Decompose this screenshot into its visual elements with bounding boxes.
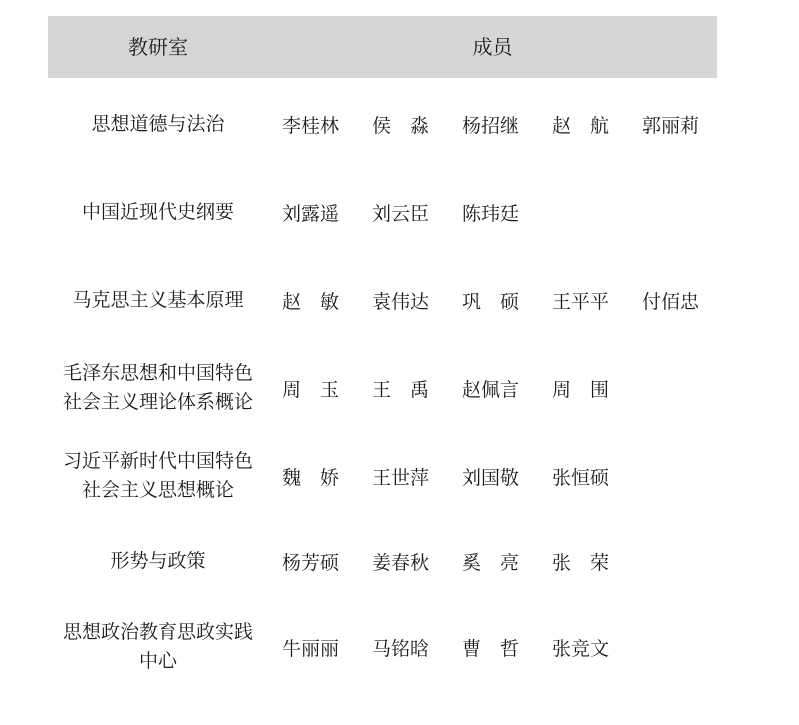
- member-name: 张 荣: [552, 551, 610, 574]
- department-name: 毛泽东思想和中国特色社会主义理论体系概论: [62, 362, 253, 413]
- member-name: 王平平: [552, 290, 610, 313]
- member-name: 赵佩言: [462, 378, 520, 401]
- member-name: 杨招继: [462, 114, 520, 137]
- department-name: 习近平新时代中国特色社会主义思想概论: [62, 450, 253, 501]
- member-name: 李桂林: [282, 114, 340, 137]
- member-name: 周 玉: [282, 378, 340, 401]
- member-name: 刘露遥: [282, 202, 340, 225]
- department-name: 思想道德与法治: [91, 112, 225, 135]
- member-name: 牛丽丽: [282, 637, 340, 660]
- department-name: 形势与政策: [110, 549, 206, 572]
- table-row: [48, 602, 717, 692]
- member-name: 姜春秋: [372, 551, 430, 574]
- table-row: [48, 168, 717, 256]
- department-name: 中国近现代史纲要: [81, 200, 234, 223]
- member-name: 赵 敏: [282, 290, 340, 313]
- member-name: 侯 淼: [372, 114, 430, 137]
- member-name: 魏 娇: [282, 466, 340, 489]
- table-header: [48, 16, 717, 78]
- member-name: 王 禹: [372, 378, 430, 401]
- member-name: 刘国敬: [462, 466, 520, 489]
- header-members: 成员: [472, 35, 513, 59]
- member-name: 付佰忠: [642, 290, 700, 313]
- member-name: 赵 航: [552, 114, 610, 137]
- header-department: 教研室: [128, 35, 188, 59]
- member-name: 杨芳硕: [282, 551, 340, 574]
- member-name: 刘云臣: [372, 202, 430, 225]
- member-name: 曹 哲: [462, 637, 520, 660]
- table-row: [48, 344, 717, 432]
- member-name: 周 围: [552, 378, 610, 401]
- member-name: 巩 硕: [462, 290, 520, 313]
- member-name: 郭丽莉: [642, 114, 700, 137]
- member-name: 陈玮廷: [462, 202, 520, 225]
- member-name: 张恒硕: [552, 466, 610, 489]
- table-row: [48, 80, 717, 168]
- member-name: 袁伟达: [372, 290, 430, 313]
- department-name: 思想政治教育思政实践中心: [62, 621, 253, 672]
- member-name: 马铭晗: [372, 637, 430, 660]
- member-name: 奚 亮: [462, 551, 520, 574]
- table-row: [48, 520, 717, 602]
- table-row: [48, 256, 717, 344]
- department-name: 马克思主义基本原理: [72, 288, 244, 311]
- table-row: [48, 432, 717, 520]
- member-name: 王世萍: [372, 466, 430, 489]
- member-name: 张竞文: [552, 637, 610, 660]
